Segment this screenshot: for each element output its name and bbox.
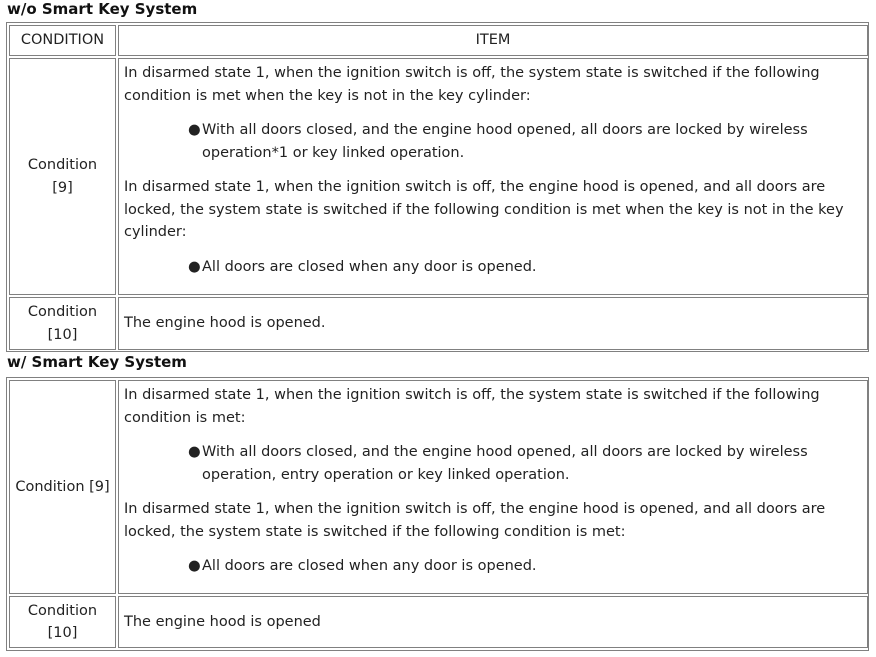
condition-10-label-line1: Condition — [27, 304, 98, 320]
smart-condition-9-label: Condition [9] — [9, 380, 116, 594]
bullet-text: All doors are closed when any door is opened. — [202, 558, 537, 574]
condition-10-label — [9, 297, 116, 350]
bullet-icon: ● — [188, 444, 201, 460]
item-paragraph: In disarmed state 1, when the ignition switch is off, the system state is switched if the following condition is met when the key is not in the key cylinder: — [124, 65, 820, 104]
item-paragraph: In disarmed state 1, when the ignition switch is off, the engine hood is opened, and all doors are locked, the system state is switched if the following condition is met: — [124, 501, 826, 540]
bullet-icon: ● — [188, 122, 201, 138]
table-with-smart-key — [6, 377, 869, 651]
condition-9-label-line2: [9] — [52, 179, 73, 196]
section-title-with-smart-key: w/ Smart Key System — [7, 353, 187, 371]
smart-condition-9-item — [118, 380, 868, 594]
condition-10-item: The engine hood is opened. — [118, 297, 868, 350]
bullet-item — [188, 555, 861, 578]
section-title-without-smart-key: w/o Smart Key System — [7, 0, 198, 18]
item-paragraph: In disarmed state 1, when the ignition switch is off, the system state is switched if the following condition is met: — [124, 387, 820, 426]
smart-condition-10-item: The engine hood is opened — [118, 596, 868, 648]
bullet-list — [124, 441, 861, 486]
condition-10-label-line2: [10] — [47, 326, 78, 343]
bullet-icon: ● — [188, 258, 201, 275]
condition-9-label-line1: Condition — [27, 157, 98, 173]
header-condition: CONDITION — [9, 25, 116, 56]
smart-condition-10-label — [9, 596, 116, 648]
condition-9-label — [9, 58, 116, 295]
bullet-list — [124, 119, 861, 164]
item-paragraph: In disarmed state 1, when the ignition switch is off, the engine hood is opened, and all doors are locked, the system state is switched if the following condition is met when the key is not in the key cylinder: — [124, 179, 844, 240]
bullet-text: With all doors closed, and the engine hood opened, all doors are locked by wireless operation*1 or key linked operation. — [202, 122, 808, 161]
header-item: ITEM — [118, 25, 868, 56]
bullet-list — [124, 555, 861, 578]
table-without-smart-key — [6, 22, 869, 352]
bullet-item — [188, 256, 861, 279]
bullet-text: With all doors closed, and the engine hood opened, all doors are locked by wireless operation, entry operation or key linked operation. — [202, 444, 808, 483]
bullet-item — [188, 119, 861, 164]
condition-9-item — [118, 58, 868, 295]
bullet-item — [188, 441, 861, 486]
smart-condition-10-label-line1: Condition — [27, 602, 98, 619]
smart-condition-10-label-line2: [10] — [47, 625, 78, 641]
bullet-list — [124, 256, 861, 279]
bullet-icon: ● — [188, 558, 201, 574]
bullet-text: All doors are closed when any door is opened. — [202, 258, 537, 275]
